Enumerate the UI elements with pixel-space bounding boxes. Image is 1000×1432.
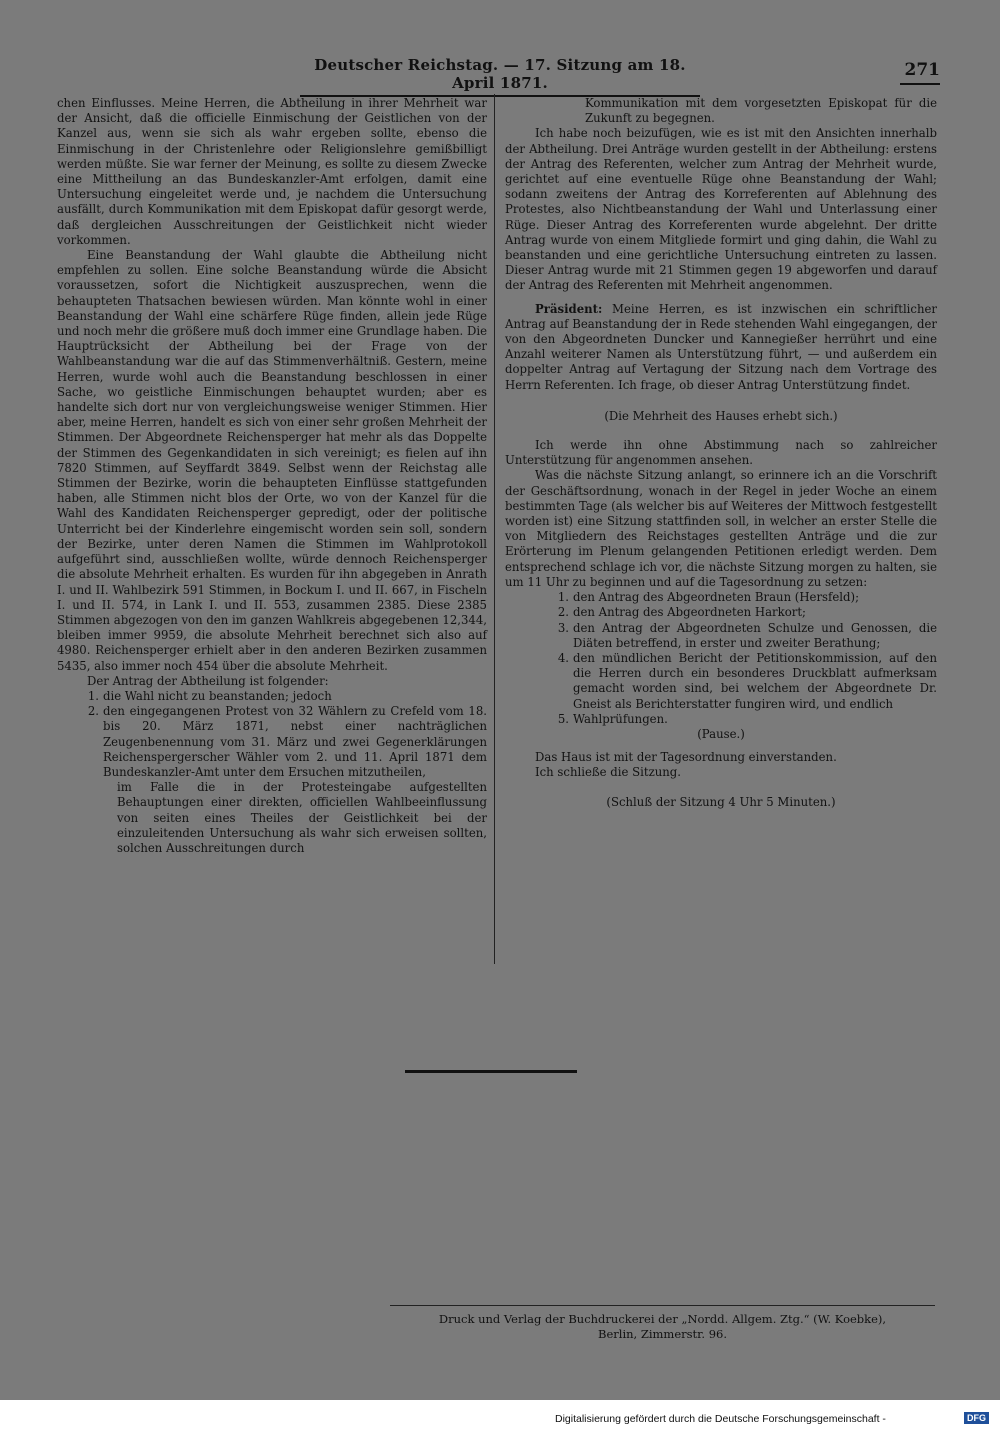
speaker-label: Präsident: xyxy=(535,301,603,316)
list-item: 2. den eingegangenen Protest von 32 Wählern zu Crefeld vom 18. bis 20. März 1871, nebst einer nachträglichen Zeugenbenennung vom 31. März und zwei Gegenerklärungen Reichenspergerscher Wähler vom 2. und 11. April 1871 dem Bundeskanzler-Amt unter dem Ersuchen mitzutheilen, xyxy=(87,704,487,779)
stage-note: (Pause.) xyxy=(697,726,745,741)
motion-list xyxy=(57,689,487,780)
footer-rule xyxy=(390,1305,935,1306)
end-rule xyxy=(405,1070,577,1073)
paragraph: chen Einflusses. Meine Herren, die Abtheilung in ihrer Mehrheit war der Ansicht, daß die officielle Einmischung der Geistlichen von der Kanzel aus, wenn sie sich als wahr ergeben sollte, ebenso die Einmischung in der Christenlehre oder Religionslehre gemißbilligt werden müßte. Sie war ferner der Meinung, es sollte zu diesem Zwecke eine Mittheilung an das Bundeskanzler-Amt erfolgen, damit eine Untersuchung eingeleitet werde und, je nachdem die Untersuchung ausfällt, durch Kommunikation mit dem Episkopat dafür gesorgt werde, daß dergleichen Ausschreitungen der Geistlichkeit nicht wieder vorkommen. xyxy=(57,96,487,247)
stage-note: (Schluß der Sitzung 4 Uhr 5 Minuten.) xyxy=(606,794,836,809)
list-item: 1. die Wahl nicht zu beanstanden; jedoch xyxy=(87,688,332,703)
imprint-line: Berlin, Zimmerstr. 96. xyxy=(598,1327,727,1341)
paragraph: Ich habe noch beizufügen, wie es ist mit den Ansichten innerhalb der Abtheilung. Drei Anträge wurden gestellt in der Abtheilung: erstens der Antrag des Referenten, welcher zum Antrag der Mehrheit wurde, gerichtet auf eine eventuelle Rüge ohne Beanstandung der Wahl; sodann zweitens der Antrag des Korreferenten auf Ablehnung des Protestes, also Nichtbeanstandung der Wahl und Unterlassung einer Rüge. Dieser Antrag des Korreferenten wurde abgelehnt. Der dritte Antrag wurde von einem Mitgliede formirt und ging dahin, die Wahl zu beanstanden und eine gerichtliche Untersuchung eintreten zu lassen. Dieser Antrag wurde mit 21 Stimmen gegen 19 abgeworfen und darauf der Antrag des Referenten mit Mehrheit angenommen. xyxy=(505,126,937,293)
paragraph: Der Antrag der Abtheilung ist folgender: xyxy=(87,673,329,688)
paragraph: Was die nächste Sitzung anlangt, so erinnere ich an die Vorschrift der Geschäftsordnung, wonach in der Regel in jeder Woche an einem bestimmten Tage (als welcher bis auf Weiteres der Mittwoch festgestellt worden ist) eine Sitzung stattfinden soll, in welcher an erster Stelle die von Mitgliedern des Reichstages gestellten Anträge und die zur Erörterung im Plenum gelangenden Petitionen erledigt werden. Dem entsprechend schlage ich vor, die nächste Sitzung morgen zu halten, sie um 11 Uhr zu beginnen und auf die Tagesordnung zu setzen: xyxy=(505,468,937,589)
running-header: Deutscher Reichstag. — 17. Sitzung am 18. April 1871. xyxy=(300,56,700,97)
right-column xyxy=(505,96,937,810)
list-item: 4. den mündlichen Bericht der Petitionskommission, auf den die Herren durch ein besonderes Druckblatt aufmerksam gemacht worden sind, bei welchem der Abgeordnete Dr. Gneist als Berichterstatter fungiren wird, und endlich xyxy=(557,650,937,711)
paragraph: Das Haus ist mit der Tagesordnung einverstanden. xyxy=(535,750,837,765)
list-item: 5. Wahlprüfungen. xyxy=(557,711,668,726)
list-item: 2. den Antrag des Abgeordneten Harkort; xyxy=(557,605,806,620)
paragraph: im Falle die in der Protesteingabe aufgestellten Behauptungen einer direkten, officiellen Wahlbeeinflussung von seiten eines Theiles der Geistlichkeit bei der einzuleitenden Untersuchung als wahr sich erweisen sollten, solchen Ausschreitungen durch xyxy=(117,780,487,855)
digitization-credit: Digitalisierung gefördert durch die Deutsche Forschungsgemeinschaft - xyxy=(555,1413,886,1425)
paragraph: Präsident: Meine Herren, es ist inzwischen ein schriftlicher Antrag auf Beanstandung der in Rede stehenden Wahl eingegangen, der von den Abgeordneten Duncker und Kannegießer herrührt und eine Anzahl weiterer Namen als Unterstützung führt, — und außerdem ein doppelter Antrag auf Vertagung der Sitzung nach dem Vortrage des Herrn Referenten. Ich frage, ob dieser Antrag Unterstützung findet. xyxy=(505,301,937,392)
paragraph: Ich werde ihn ohne Abstimmung nach so zahlreicher Unterstützung für angenommen ansehen. xyxy=(505,438,937,468)
paragraph: Eine Beanstandung der Wahl glaubte die Abtheilung nicht empfehlen zu sollen. Eine solche Beanstandung würde die Absicht voraussetzen, sofort die Nichtigkeit auszusprechen, wenn die behaupteten Thatsachen bewiesen würden. Man könnte wohl in einer Beanstandung der Wahl eine schärfere Rüge finden, allein jede Rüge und noch mehr die größere muß doch immer eine Grundlage haben. Die Hauptrücksicht der Abtheilung bei der Frage von der Wahlbeanstandung war die auf das Stimmenverhältniß. Gestern, meine Herren, wurde wohl auch die Beanstandung beschlossen in einer Sache, wo geistliche Einmischungen behauptet wurden; aber es handelte sich dort nur von vergleichungsweise weniger Stimmen. Hier aber, meine Herren, handelt es sich von einer sehr großen Mehrheit der Stimmen. Der Abgeordnete Reichensperger hat mehr als das Doppelte der Stimmen des Gegenkandidaten in sich vereinigt; es fielen auf ihn 7820 Stimmen, auf Seyffardt 3849. Selbst wenn der Reichstag alle Stimmen der Bezirke, worin die behaupteten Einflüsse stattgefunden haben, alle Stimmen nicht blos der Orte, wo von der Kanzel für die Wahl des Kandidaten Reichensperger gepredigt, oder der politische Unterricht bei der Kinderlehre eingemischt worden sein soll, sondern der Bezirke, unter deren Namen die Stimmen im Wahlprotokoll aufgeführt sind, ausschließen wollte, würde dennoch Reichensperger die absolute Mehrheit erhalten. Es wurden für ihn abgegeben in Anrath I. und II. Wahlbezirk 591 Stimmen, in Bockum I. und II. 667, in Fischeln I. und II. 574, in Lank I. und II. 553, zusammen 2385. Diese 2385 Stimmen abgezogen von den im ganzen Wahlkreis abgegebenen 12,344, bleiben immer 9959, die absolute Mehrheit berechnet sich also auf 4980. Reichensperger erhielt aber in den anderen Bezirken zusammen 5435, also immer noch 454 über die absolute Mehrheit. xyxy=(57,248,488,673)
imprint-line: Druck und Verlag der Buchdruckerei der „Nordd. Allgem. Ztg.“ (W. Koebke), xyxy=(438,1312,887,1326)
paragraph: Kommunikation mit dem vorgesetzten Episkopat für die Zukunft zu begegnen. xyxy=(585,96,937,126)
dfg-logo: DFG xyxy=(964,1412,989,1424)
left-column xyxy=(57,96,487,856)
column-divider xyxy=(494,94,495,964)
agenda-list xyxy=(505,590,937,727)
list-item: 3. den Antrag der Abgeordneten Schulze und Genossen, die Diäten betreffend, in erster und zweiter Berathung; xyxy=(557,620,937,650)
list-item: 1. den Antrag des Abgeordneten Braun (Hersfeld); xyxy=(557,590,860,605)
imprint xyxy=(390,1312,935,1342)
stage-note: (Die Mehrheit des Hauses erhebt sich.) xyxy=(604,408,838,423)
page-number: 271 xyxy=(900,60,940,85)
paragraph: Ich schließe die Sitzung. xyxy=(535,765,682,780)
